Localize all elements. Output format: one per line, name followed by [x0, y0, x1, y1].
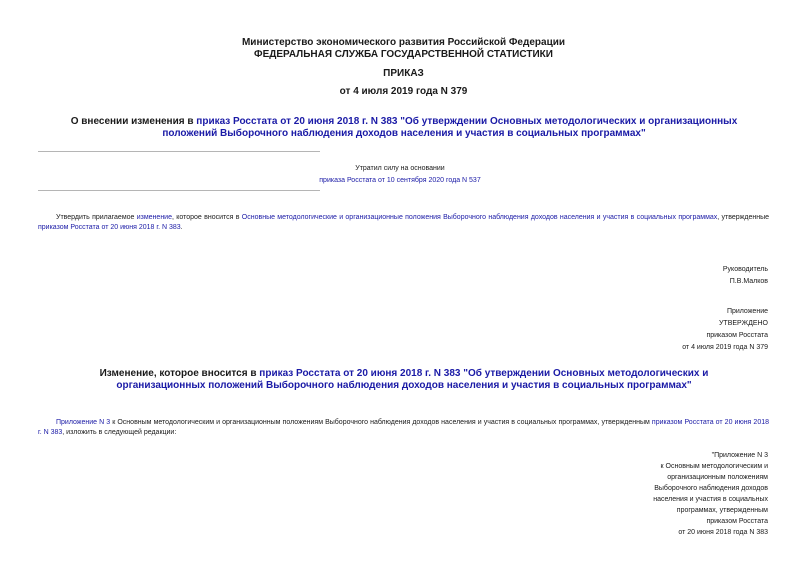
signature-name: П.В.Малков — [729, 278, 768, 285]
change-link-order[interactable]: приказом Росстата от 20 июня 2018 г. N 383 — [38, 419, 769, 436]
body-link-order[interactable]: приказом Росстата от 20 июня 2018 г. N 383 — [38, 224, 181, 231]
ministry-heading: Министерство экономического развития Российской Федерации — [241, 37, 566, 48]
quoted-appendix-line-1: "Приложение N 3 — [711, 452, 768, 459]
order-title — [48, 116, 760, 140]
body-text-1: Утвердить прилагаемое — [56, 214, 137, 221]
quoted-appendix-line-3: организационным положениям — [667, 474, 768, 481]
void-note-link[interactable]: приказа Росстата от 10 сентября 2020 года N 537 — [319, 177, 481, 184]
appendix-line-1: Приложение — [726, 308, 768, 315]
body-link-provisions[interactable]: Основные методологические и организационные положения Выборочного наблюдения доходов населения и участия в социальных программах — [241, 214, 718, 221]
change-title-link[interactable]: приказ Росстата от 20 июня 2018 г. N 383 "Об утверждении Основных методологических и организационных положений Выборочного наблюдения доходов населения и участия в социальных программах" — [116, 368, 709, 391]
body-link-change[interactable]: изменение — [136, 214, 172, 221]
change-paragraph — [38, 418, 769, 438]
quoted-appendix-line-2: к Основным методологическим и — [660, 463, 768, 470]
divider-bottom — [38, 190, 320, 191]
appendix-line-3: приказом Росстата — [706, 332, 768, 339]
body-paragraph — [38, 213, 769, 233]
body-text-2: , которое вносится в — [172, 214, 242, 221]
change-text-1: к Основным методологическим и организационным положениям Выборочного наблюдения доходов населения и участия в социальных программах, утвержденным — [110, 419, 652, 426]
divider-top — [38, 151, 320, 152]
change-title-prefix: Изменение, которое вносится в — [99, 368, 260, 379]
order-title-link[interactable]: приказ Росстата от 20 июня 2018 г. N 383 "Об утверждении Основных методологических и организационных положений Выборочного наблюдения доходов населения и участия в социальных программах" — [162, 116, 738, 139]
doc-date-number: от 4 июля 2019 года N 379 — [339, 86, 468, 97]
body-text-3: , утвержденные — [717, 214, 769, 221]
change-text-2: , изложить в следующей редакции: — [62, 429, 177, 436]
quoted-appendix-line-5: населения и участия в социальных — [653, 496, 768, 503]
appendix-line-2: УТВЕРЖДЕНО — [718, 320, 768, 327]
appendix-line-4: от 4 июля 2019 года N 379 — [682, 344, 768, 351]
void-note-text: Утратил силу на основании — [355, 165, 445, 172]
order-title-prefix: О внесении изменения в — [70, 116, 197, 127]
signature-role: Руководитель — [722, 266, 768, 273]
quoted-appendix-line-8: от 20 июня 2018 года N 383 — [678, 529, 768, 536]
change-title — [60, 368, 748, 392]
quoted-appendix-line-4: Выборочного наблюдения доходов — [654, 485, 768, 492]
quoted-appendix-line-6: программах, утвержденным — [676, 507, 768, 514]
quoted-appendix-line-7: приказом Росстата — [706, 518, 768, 525]
doc-type-heading: ПРИКАЗ — [383, 68, 424, 79]
body-text-4: . — [180, 224, 183, 231]
service-heading: ФЕДЕРАЛЬНАЯ СЛУЖБА ГОСУДАРСТВЕННОЙ СТАТИСТИКИ — [254, 49, 553, 60]
change-link-appendix[interactable]: Приложение N 3 — [56, 419, 111, 426]
